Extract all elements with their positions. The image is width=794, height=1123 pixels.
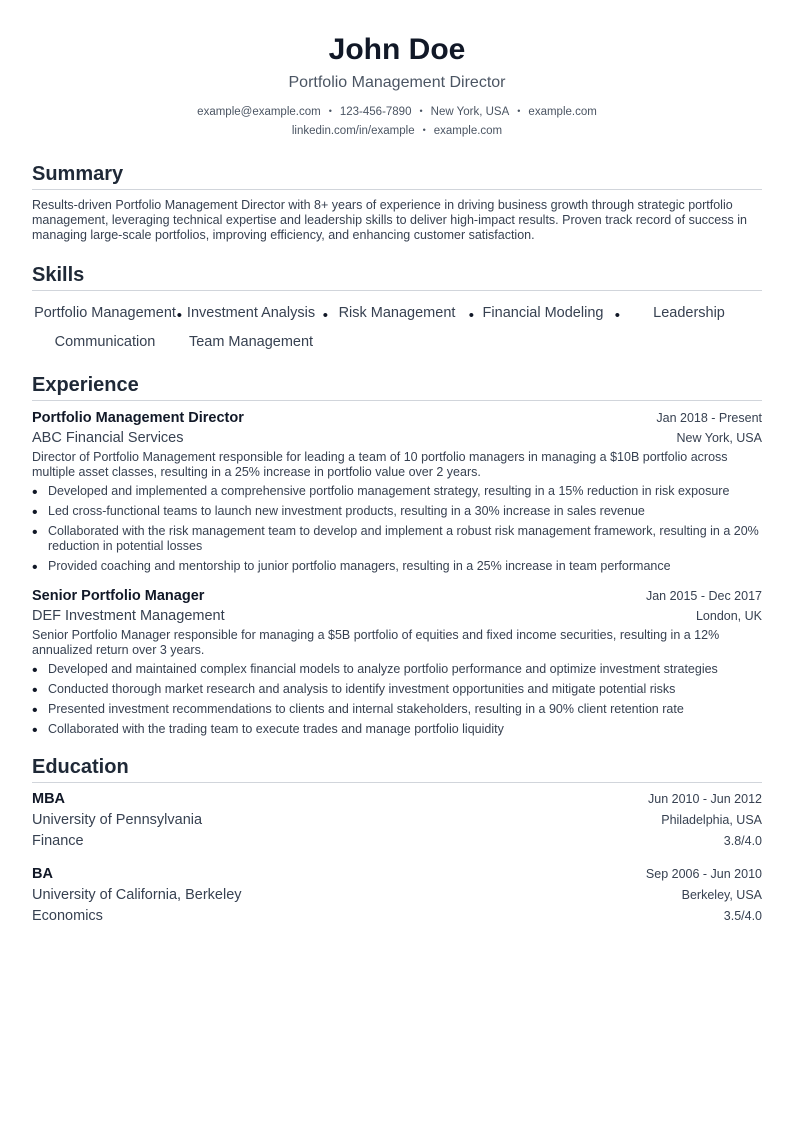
job-company: ABC Financial Services — [32, 430, 184, 446]
job-description: Director of Portfolio Management responsible for leading a team of 10 portfolio managers in managing a $10B portfolio across multiple asset classes, resulting in a 25% increase in portfolio value over 2 years. — [32, 450, 728, 479]
experience-section — [32, 373, 762, 737]
contact-linkedin[interactable]: linkedin.com/in/example — [291, 125, 415, 137]
edu-location: Philadelphia, USA — [661, 813, 762, 827]
bullet-icon: • — [32, 484, 38, 501]
edu-score: 3.8/4.0 — [723, 834, 762, 848]
education-section — [32, 755, 762, 927]
bullet-icon: • — [32, 662, 38, 679]
job-title: Portfolio Management Director — [32, 410, 244, 426]
bullet-icon: • — [32, 524, 38, 541]
job-entry — [32, 586, 762, 737]
job-highlights — [32, 662, 762, 737]
highlight-item: • Led cross-functional teams to launch new investment products, resulting in a 30% increase in sales revenue — [32, 504, 645, 521]
skill-item: Team Management — [188, 334, 314, 350]
skills-section — [32, 263, 762, 357]
skills-list — [32, 299, 762, 357]
contact-location: New York, USA — [430, 106, 510, 118]
candidate-headline: Portfolio Management Director — [288, 74, 506, 91]
skill-item: Financial Modeling • — [470, 299, 616, 328]
contact-line-1 — [32, 102, 762, 121]
summary-text: Results-driven Portfolio Management Director with 8+ years of experience in driving business growth through strategic portfolio management, leveraging technical expertise and leadership skills to deliver high-impact results. Proven track record of success in managing large-scale portfolios, improving efficiency, and enhancing customer satisfaction. — [32, 198, 747, 242]
edu-degree: BA — [32, 866, 53, 882]
separator-dot: • — [422, 125, 426, 135]
skills-heading: Skills — [32, 263, 762, 291]
separator-dot: • — [328, 106, 332, 116]
education-heading: Education — [32, 755, 762, 783]
job-company: DEF Investment Management — [32, 608, 225, 624]
job-highlights — [32, 484, 762, 574]
contact-website[interactable]: example.com — [528, 106, 597, 118]
skill-item: Leadership — [653, 305, 725, 321]
candidate-name: John Doe — [328, 33, 466, 66]
skill-item: Investment Analysis • — [178, 299, 324, 328]
job-description: Senior Portfolio Manager responsible for managing a $5B portfolio of equities and fixed income securities, resulting in a 12% annualized return over 3 years. — [32, 628, 720, 657]
edu-score: 3.5/4.0 — [723, 909, 762, 923]
edu-school: University of California, Berkeley — [32, 887, 242, 903]
job-location: New York, USA — [676, 431, 762, 445]
highlight-item: • Developed and maintained complex financial models to analyze portfolio performance and optimize investment strategies — [32, 662, 718, 679]
edu-field: Finance — [32, 833, 84, 849]
experience-heading: Experience — [32, 373, 762, 401]
contact-line-2 — [32, 121, 762, 140]
separator-dot: • — [517, 106, 521, 116]
bullet-icon: • — [32, 559, 38, 576]
edu-location: Berkeley, USA — [681, 888, 762, 902]
education-entry — [32, 789, 762, 852]
edu-dates: Sep 2006 - Jun 2010 — [645, 867, 762, 881]
bullet-icon: • — [32, 682, 38, 699]
edu-school: University of Pennsylvania — [32, 812, 203, 828]
resume-page — [32, 0, 762, 927]
job-dates: Jan 2018 - Present — [656, 411, 762, 425]
summary-heading: Summary — [32, 162, 762, 190]
edu-field: Economics — [32, 908, 103, 924]
highlight-item: • Collaborated with the risk management team to develop and implement a robust risk management framework, resulting in a 20% reduction in potential losses — [32, 524, 759, 553]
highlight-item: • Developed and implemented a comprehensive portfolio management strategy, resulting in a 15% reduction in risk exposure — [32, 484, 730, 501]
skill-item: Portfolio Management • — [32, 299, 178, 328]
highlight-item: • Conducted thorough market research and analysis to identify investment opportunities and mitigate potential risks — [32, 682, 676, 699]
bullet-icon: • — [32, 504, 38, 521]
contact-email[interactable]: example@example.com — [197, 106, 321, 118]
highlight-item: • Collaborated with the trading team to execute trades and manage portfolio liquidity — [32, 722, 504, 739]
education-entry — [32, 864, 762, 927]
edu-dates: Jun 2010 - Jun 2012 — [648, 792, 762, 806]
summary-section — [32, 162, 762, 243]
bullet-icon: • — [32, 722, 38, 739]
highlight-item: • Presented investment recommendations to clients and internal stakeholders, resulting in a 90% client retention rate — [32, 702, 684, 719]
edu-degree: MBA — [32, 791, 66, 807]
highlight-item: • Provided coaching and mentorship to junior portfolio managers, resulting in a 25% increase in team performance — [32, 559, 671, 576]
contact-website-2[interactable]: example.com — [433, 125, 503, 137]
skill-item: Communication — [54, 334, 156, 350]
bullet-icon: • — [32, 702, 38, 719]
contact-phone[interactable]: 123-456-7890 — [339, 106, 412, 118]
job-entry — [32, 408, 762, 574]
job-location: London, UK — [695, 609, 762, 623]
job-title: Senior Portfolio Manager — [32, 588, 205, 604]
skill-item: Risk Management • — [324, 299, 470, 328]
job-dates: Jan 2015 - Dec 2017 — [645, 589, 762, 603]
separator-dot: • — [419, 106, 423, 116]
